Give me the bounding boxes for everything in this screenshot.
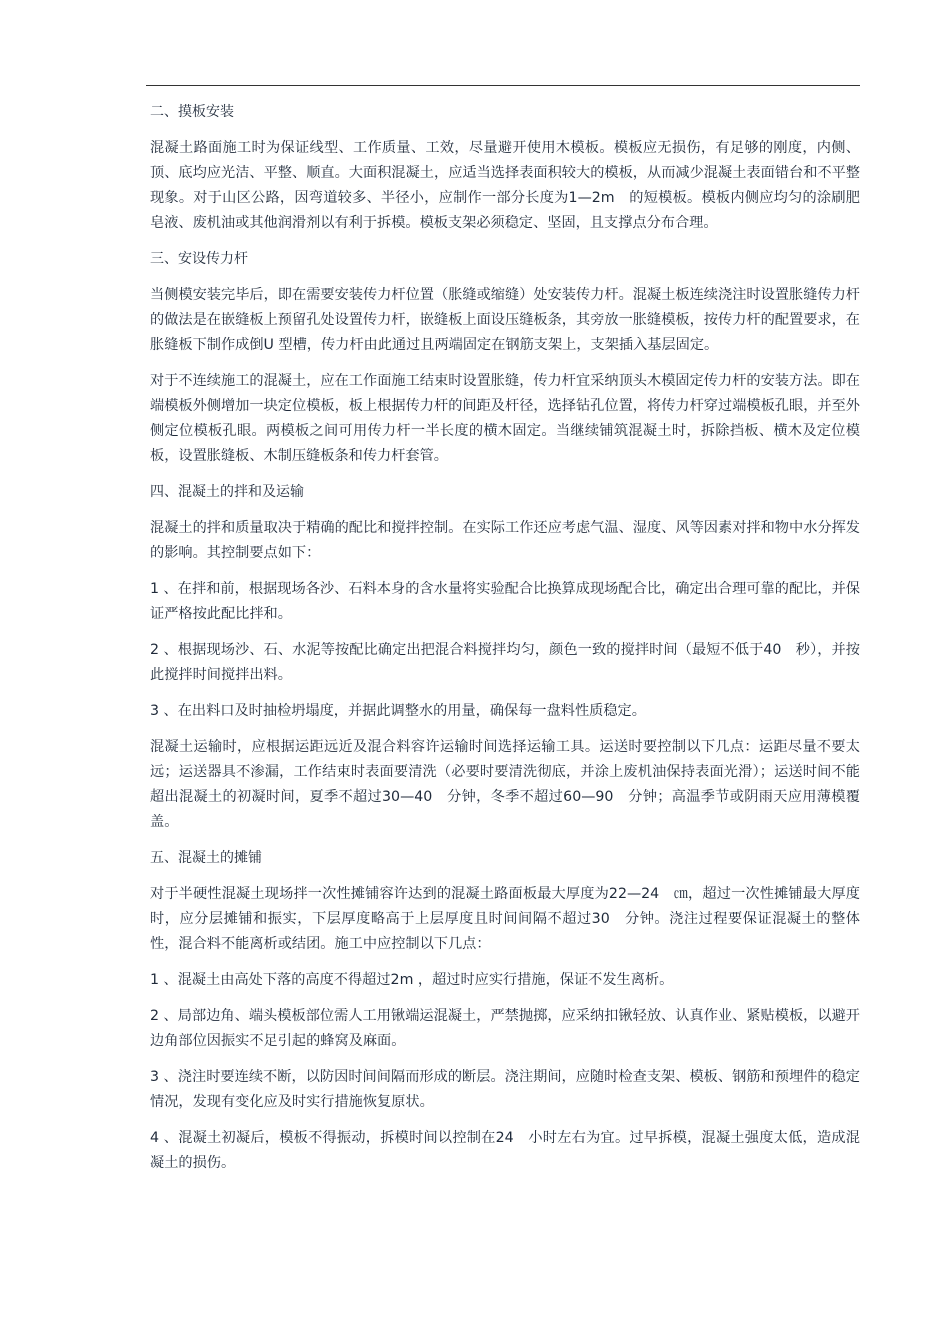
paragraph: 混凝土路面施工时为保证线型、工作质量、工效，尽量避开使用木模板。模板应无损伤，有足够的刚度，内侧、顶、底均应光洁、平整、顺直。大面积混凝土，应适当选择表面积较大的模板，从而减少混凝土表面错台和不平整现象。对于山区公路，因弯道较多、半径小，应制作一部分长度为1—2m 的短模板。模板内侧应均匀的涂刷肥皂液、废机油或其他润滑剂以有利于拆模。模板支架必须稳定、坚固，且支撑点分布合理。 [150, 140, 860, 231]
header-rule [146, 85, 860, 86]
list-item: 3 、在出料口及时抽检坍塌度，并据此调整水的用量，确保每一盘料性质稳定。 [150, 703, 646, 719]
list-item: 1 、在拌和前，根据现场各沙、石料本身的含水量将实验配合比换算成现场配合比，确定出合理可靠的配比，并保证严格按此配比拌和。 [150, 581, 860, 622]
list-item: 2 、根据现场沙、石、水泥等按配比确定出把混合料搅拌均匀，颜色一致的搅拌时间（最短不低于40 秒），并按此搅拌时间搅拌出料。 [150, 642, 860, 683]
paragraph: 对于半硬性混凝土现场拌一次性摊铺容许达到的混凝土路面板最大厚度为22—24 ㎝，超过一次性摊铺最大厚度时，应分层摊铺和振实，下层厚度略高于上层厚度且时间间隔不超过30 分钟。浇注过程要保证混凝土的整体性，混合料不能离析或结团。施工中应控制以下几点： [150, 886, 860, 952]
section-heading-mixing-transport: 四、混凝土的拌和及运输 [150, 484, 304, 500]
section-heading-paving: 五、混凝土的摊铺 [150, 850, 262, 866]
list-item: 1 、混凝土由高处下落的高度不得超过2m ，超过时应实行措施，保证不发生离析。 [150, 972, 674, 988]
paragraph: 当侧模安装完毕后，即在需要安装传力杆位置（胀缝或缩缝）处安装传力杆。混凝土板连续浇注时设置胀缝传力杆的做法是在嵌缝板上预留孔处设置传力杆，嵌缝板上面设压缝板条，其旁放一胀缝模板，按传力杆的配置要求，在胀缝板下制作成倒U 型槽，传力杆由此通过且两端固定在钢筋支架上，支架插入基层固定。 [150, 287, 860, 353]
list-item: 4 、混凝土初凝后，模板不得振动，拆模时间以控制在24 小时左右为宜。过早拆模，混凝土强度太低，造成混凝土的损伤。 [150, 1130, 860, 1171]
section-heading-formwork: 二、摸板安装 [150, 104, 234, 120]
list-item: 2 、局部边角、端头模板部位需人工用锹端运混凝土，严禁抛掷，应采纳扣锹轻放、认真作业、紧贴模板，以避开边角部位因振实不足引起的蜂窝及麻面。 [150, 1008, 860, 1049]
paragraph: 混凝土的拌和质量取决于精确的配比和搅拌控制。在实际工作还应考虑气温、湿度、风等因素对拌和物中水分挥发的影响。其控制要点如下： [150, 520, 860, 561]
section-heading-dowel-bars: 三、安设传力杆 [150, 251, 248, 267]
list-item: 3 、浇注时要连续不断，以防因时间间隔而形成的断层。浇注期间，应随时检查支架、模板、钢筋和预埋件的稳定情况，发现有变化应及时实行措施恢复原状。 [150, 1069, 860, 1110]
paragraph: 对于不连续施工的混凝土，应在工作面施工结束时设置胀缝，传力杆宜采纳顶头木模固定传力杆的安装方法。即在端模板外侧增加一块定位模板，板上根据传力杆的间距及杆径，选择钻孔位置，将传力杆穿过端模板孔眼，并至外侧定位模板孔眼。两模板之间可用传力杆一半长度的横木固定。当继续铺筑混凝土时，拆除挡板、横木及定位模板，设置胀缝板、木制压缝板条和传力杆套管。 [150, 373, 860, 464]
document-body [150, 100, 860, 1187]
paragraph: 混凝土运输时，应根据运距远近及混合料容许运输时间选择运输工具。运送时要控制以下几点：运距尽量不要太远；运送器具不渗漏，工作结束时表面要清洗（必要时要清洗彻底，并涂上废机油保持表面光滑）；运送时间不能超出混凝土的初凝时间，夏季不超过30—40 分钟，冬季不超过60—90 分钟；高温季节或阴雨天应用薄模覆盖。 [150, 739, 860, 830]
